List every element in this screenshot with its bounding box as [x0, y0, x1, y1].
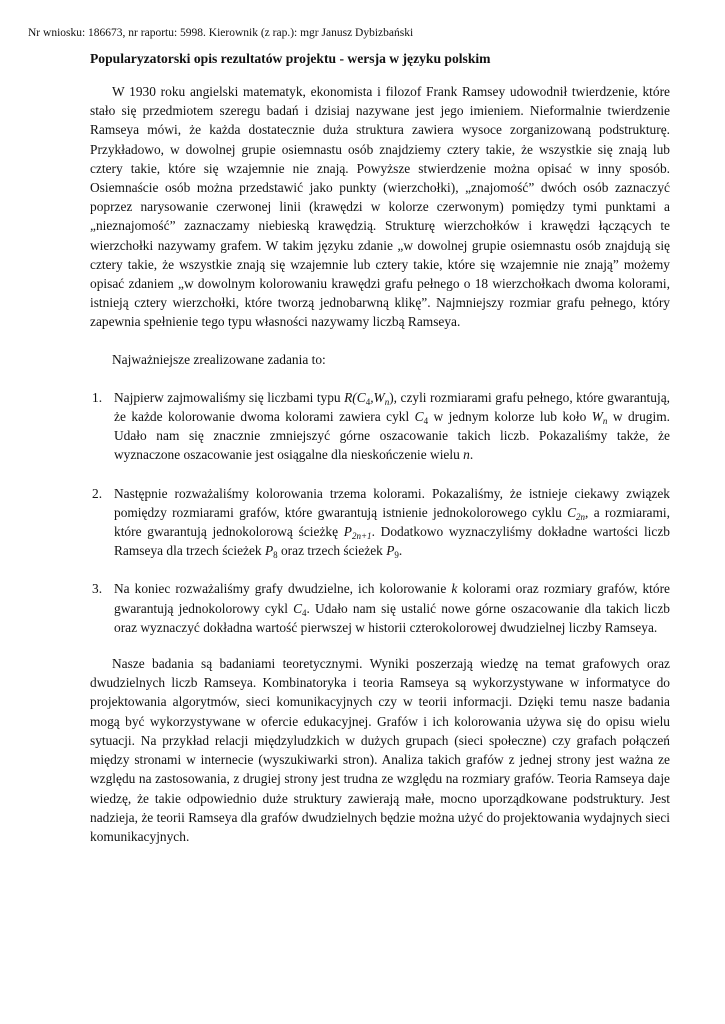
list-item — [90, 484, 670, 561]
list-item — [90, 388, 670, 465]
list-item-text: Następnie rozważaliśmy kolorowania trzema kolorami. Pokazaliśmy, że istnieje ciekawy związek pomiędzy rozmiarami grafów, które gwarantują istnienie jednokolorowego cyklu $C_{2n}$, a rozmiarami, które gwarantują jednokolorową ścieżkę $P_{2n+1}$. Dodatkowo wyznaczyliśmy dokładne wartości liczb Ramseya dla trzech ścieżek $P_8$ oraz trzech ścieżek $P_9$. — [114, 485, 670, 561]
list-item-text: Najpierw zajmowaliśmy się liczbami typu $R(C_4,W_n)$, czyli rozmiarami grafu pełnego, które gwarantują, że każde kolorowanie dwoma kolorami zawiera cykl $C_4$ w jednym kolorze lub koło $W_n$ w drugim. Udało nam się znacznie zmniejszyć górne oszacowanie takich liczb. Pokazaliśmy także, że wyznaczone oszacowanie jest osiągalne dla nieskończenie wielu n. — [114, 389, 670, 463]
list-item-number: 2. — [92, 485, 103, 501]
report-header: Nr wniosku: 186673, nr raportu: 5998. Kierownik (z rap.): mgr Janusz Dybizbański — [28, 27, 414, 39]
conclusion-paragraph: Nasze badania są badaniami teoretycznymi. Wyniki poszerzają wiedzę na temat grafowych oraz dwudzielnych liczb Ramseya. Kombinatoryka i teoria Ramseya są wykorzystywane w informatyce do projektowania algorytmów, sieci komunikacyjnych czy w teorii informacji. Dzięki temu nasze badania mogą być wykorzystywane w ofercie edukacyjnej. Grafów i ich kolorowania używa się do opisu wielu sytuacji. Na przykład relacji międzyludzkich w dużych grupach (sieci społeczne) czy grafach połączeń między stronami w internecie (wyszukiwarki stron). Analiza takich grafów z jednej strony jest ważna ze względu na zastosowania, z drugiej strony jest trudna ze względu na rozmiary grafów. Teoria Ramseya daje wiedzę, że takie odpowiednio duże struktury zawierają małe, mocno uporządkowane podstruktury. Jest nadzieja, że teorii Ramseya dla grafów dwudzielnych będzie można użyć do projektowania wydajnych sieci komunikacyjnych. — [90, 656, 670, 844]
tasks-heading: Najważniejsze zrealizowane zadania to: — [112, 351, 326, 367]
list-item-number: 3. — [92, 581, 103, 597]
list-item — [90, 579, 670, 637]
list-item-text: Na koniec rozważaliśmy grafy dwudzielne, ich kolorowanie k kolorami oraz rozmiary grafów, które gwarantują jednokolorowy cykl $C_4$. Udało nam się ustalić nowe górne oszacowanie dla takich liczb oraz wyznaczyć dokładna wartość pierwszej w historii czterokolorowej dwudzielnej liczby Ramseya. — [114, 581, 670, 635]
document-body — [90, 82, 670, 846]
page-title: Popularyzatorski opis rezultatów projektu - wersja w języku polskim — [90, 51, 491, 66]
list-item-number: 1. — [92, 389, 103, 405]
intro-paragraph: W 1930 roku angielski matematyk, ekonomista i filozof Frank Ramsey udowodnił twierdzenie, które stało się przedmiotem szeregu badań i dzisiaj nazywane jest jego imieniem. Nieformalnie twierdzenie Ramseya mówi, że każda dostatecznie duża struktura zawiera wysoce zorganizowaną podstrukturę. Przykładowo, w dowolnej grupie osiemnastu osób znajdziemy cztery takie, że wszystkie się znają lub cztery takie, które się wzajemnie nie znają. Powyższe stwierdzenie można opisać w inny sposób. Osiemnaście osób można przedstawić jako punkty (wierzchołki), „znajomość” dwóch osób zaznaczyć poprzez narysowanie czerwonej linii (krawędzi w kolorze czerwonym) pomiędzy tymi punktami a „nieznajomość” zaznaczamy niebieską krawędzią. Strukturę wierzchołków i krawędzi łączących te wierzchołki nazywamy grafem. W takim języku zdanie „w dowolnej grupie osiemnastu osób znajdują się cztery takie, że wszystkie znają się wzajemnie lub cztery takie, które się wzajemnie nie znają” możemy opisać zdaniem „w dowolnym kolorowaniu krawędzi grafu pełnego o 18 wierzchołkach dwoma kolorami, istnieją cztery wierzchołki, które tworzą jednobarwną klikę”. Najmniejszy rozmiar grafu pełnego, który zapewnia spełnienie tego typu własności nazywamy liczbą Ramseya. — [90, 84, 670, 330]
tasks-list — [90, 388, 670, 637]
